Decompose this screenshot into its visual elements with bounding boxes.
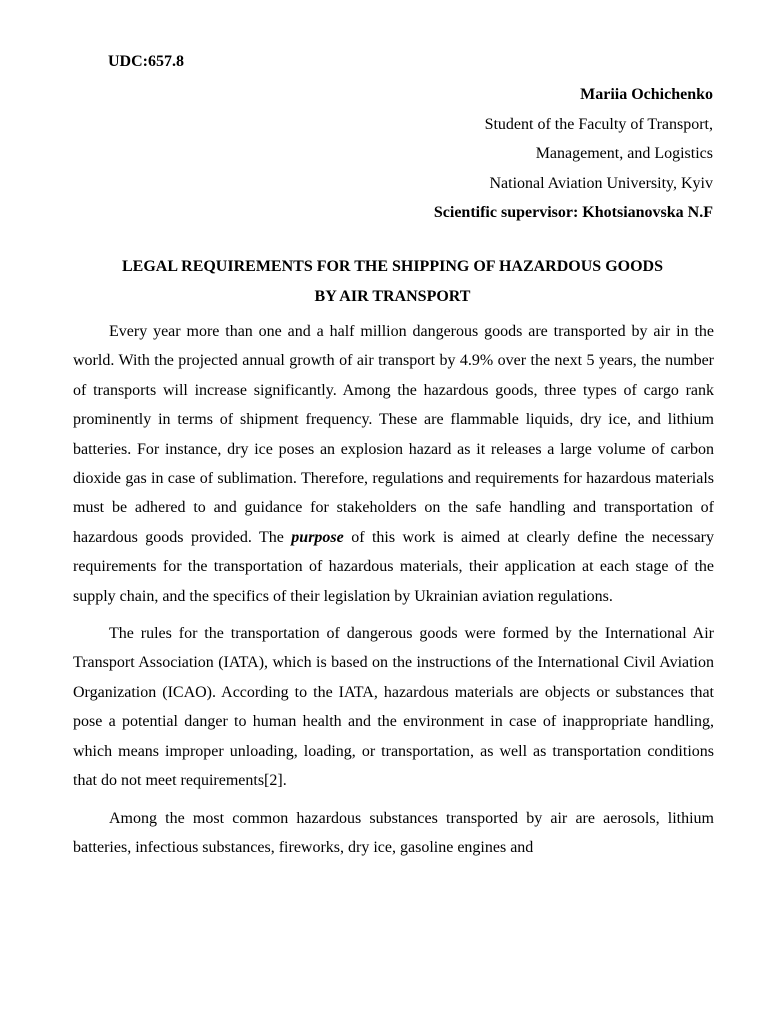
author-affiliation-line2: Management, and Logistics: [535, 145, 713, 163]
paragraph-3: Among the most common hazardous substances transported by air are aerosols, lithium batteries, infectious substances, fireworks, dry ice, gasoline engines and: [73, 809, 714, 856]
paper-title: [70, 252, 715, 311]
paragraph-1: [73, 317, 714, 611]
paper-body: [73, 317, 714, 870]
paper-title-line2: BY AIR TRANSPORT: [314, 287, 471, 305]
author-name: Mariia Ochichenko: [580, 86, 713, 103]
author-university: National Aviation University, Kyiv: [489, 174, 713, 192]
purpose-emphasis: purpose: [291, 528, 344, 546]
author-affiliation-line1: Student of the Faculty of Transport,: [484, 115, 713, 133]
scientific-supervisor: Scientific supervisor: Khotsianovska N.F: [433, 204, 713, 222]
paragraph-1-text-start: Every year more than one and a half million dangerous goods are transported by air in the world. With the projected annual growth of air transport by 4.9% over the next 5 years, the number of transports will increase significantly. Among the hazardous goods, three types of cargo rank prominently in terms of shipment frequency. These are flammable liquids, dry ice, and lithium batteries. For instance, dry ice poses an explosion hazard as it releases a large volume of carbon dioxide gas in case of sublimation. Therefore, regulations and requirements for hazardous materials must be adhered to and guidance for stakeholders on the safe handling and transportation of hazardous goods provided. The: [73, 323, 714, 546]
author-block: [434, 80, 713, 228]
paper-title-line1: LEGAL REQUIREMENTS FOR THE SHIPPING OF HAZARDOUS GOODS: [122, 258, 663, 275]
paragraph-2: The rules for the transportation of dangerous goods were formed by the International Air Transport Association (IATA), which is based on the instructions of the International Civil Aviation Organization (ICAO). According to the IATA, hazardous materials are objects or substances that pose a potential danger to human health and the environment in case of inappropriate handling, which means improper unloading, loading, or transportation, as well as transportation conditions that do not meet requirements[2].: [73, 625, 714, 790]
paragraph-1-text-end: of this work is aimed at clearly define the necessary requirements for the transportation of hazardous materials, their application at each stage of the supply chain, and the specifics of their legislation by Ukrainian aviation regulations.: [73, 528, 714, 605]
udc-code: UDC:657.8: [108, 53, 184, 70]
